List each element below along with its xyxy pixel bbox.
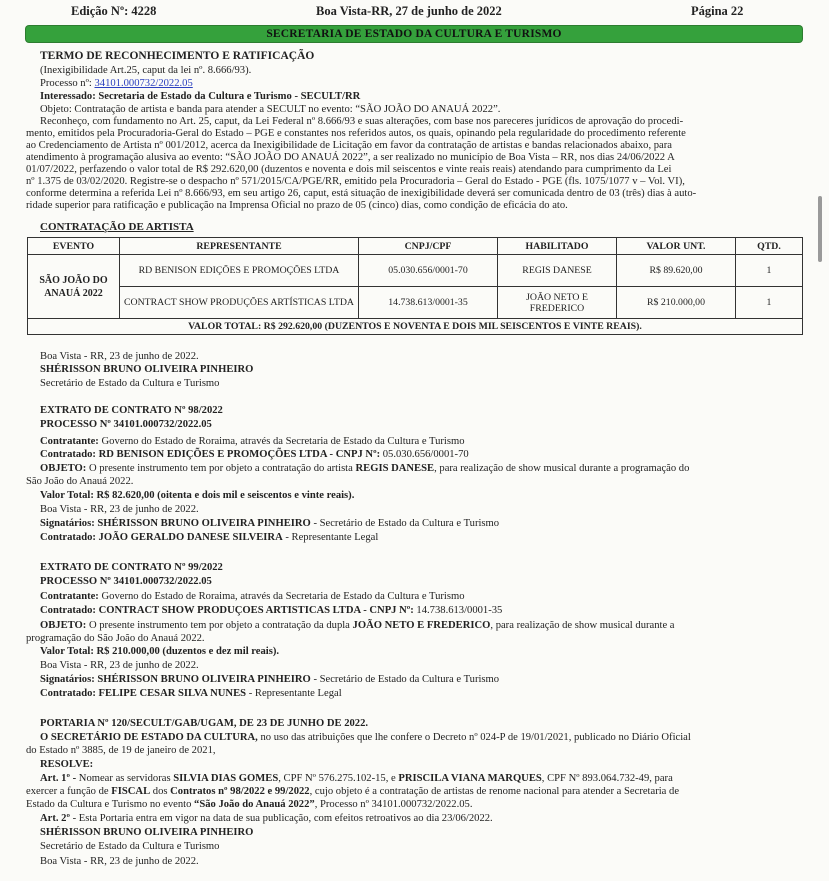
artist-table [27, 237, 803, 335]
termo-title: TERMO DE RECONHECIMENTO E RATIFICAÇÃO [40, 50, 315, 62]
extrato99-processo: PROCESSO Nº 34101.000732/2022.05 [40, 576, 212, 587]
extrato99-contratado-rep: Contratado: FELIPE CESAR SILVA NUNES - Representante Legal [40, 688, 342, 699]
extrato98-title: EXTRATO DE CONTRATO Nº 98/2022 [40, 405, 223, 416]
col-representante: REPRESENTANTE [120, 238, 359, 255]
extrato99-contratado: Contratado: CONTRACT SHOW PRODUÇOES ARTISTICAS LTDA - CNPJ Nº: 14.738.613/0001-35 [40, 605, 503, 616]
sign1-place-date: Boa Vista - RR, 23 de junho de 2022. [40, 351, 199, 362]
extrato99-objeto-cont: programação do São João do Anauá 2022. [26, 633, 205, 644]
col-habilitado: HABILITADO [498, 238, 617, 255]
col-valor: VALOR UNT. [617, 238, 736, 255]
extrato99-place-date: Boa Vista - RR, 23 de junho de 2022. [40, 660, 199, 671]
extrato98-contratado-rep: Contratado: JOÃO GERALDO DANESE SILVEIRA - Representante Legal [40, 532, 379, 543]
col-qtd: QTD. [736, 238, 803, 255]
qtd-cell: 1 [736, 287, 803, 319]
col-cnpj: CNPJ/CPF [359, 238, 498, 255]
valor-cell: R$ 210.000,00 [617, 287, 736, 319]
termo-processo [40, 78, 193, 90]
portaria-art1-l3: Estado da Cultura e Turismo no evento “São João do Anauá 2022”, Processo nº 34101.000732/2022.05. [26, 799, 473, 810]
col-evento: EVENTO [28, 238, 120, 255]
termo-legal-basis: (Inexigibilidade Art.25, caput da lei nº. 8.666/93). [40, 65, 252, 76]
contratacao-heading: CONTRATAÇÃO DE ARTISTA [40, 221, 194, 233]
extrato99-signatarios: Signatários: SHÉRISSON BRUNO OLIVEIRA PINHEIRO - Secretário de Estado da Cultura e Turismo [40, 674, 500, 685]
representante-cell: CONTRACT SHOW PRODUÇÕES ARTÍSTICAS LTDA [120, 287, 359, 319]
portaria-title: PORTARIA Nº 120/SECULT/GAB/UGAM, DE 23 DE JUNHO DE 2022. [40, 718, 369, 729]
section-title-bar: SECRETARIA DE ESTADO DA CULTURA E TURISMO [26, 26, 802, 42]
page-number: Página 22 [691, 4, 744, 18]
valor-cell: R$ 89.620,00 [617, 255, 736, 287]
sign1-role: Secretário de Estado da Cultura e Turismo [40, 378, 220, 389]
table-row [28, 255, 803, 287]
extrato98-objeto-cont: São João do Anauá 2022. [26, 476, 134, 487]
cnpj-cell: 05.030.656/0001-70 [359, 255, 498, 287]
extrato98-objeto: OBJETO: O presente instrumento tem por objeto a contratação do artista REGIS DANESE, para realização de show musical durante a programação do [40, 463, 690, 474]
extrato99-contratante: Contratante: Governo do Estado de Roraima, através da Secretaria de Estado da Cultura e Turismo [40, 591, 465, 602]
portaria-resolve: RESOLVE: [40, 759, 94, 770]
extrato99-objeto: OBJETO: O presente instrumento tem por objeto a contratação da dupla JOÃO NETO E FREDERICO, para realização de show musical durante a [40, 620, 675, 631]
valor-total: VALOR TOTAL: R$ 292.620,00 (DUZENTOS E NOVENTA E DOIS MIL SEISCENTOS E VINTE REAIS). [28, 319, 803, 335]
table-row [28, 287, 803, 319]
extrato98-contratante: Contratante: Governo do Estado de Roraima, através da Secretaria de Estado da Cultura e Turismo [40, 436, 465, 447]
termo-objeto: Objeto: Contratação de artista e banda para atender a SECULT no evento: “SÃO JOÃO DO ANAUÁ 2022”. [40, 104, 501, 115]
portaria-signer-role: Secretário de Estado da Cultura e Turismo [40, 841, 220, 852]
extrato98-valor: Valor Total: R$ 82.620,00 (oitenta e dois mil e seiscentos e vinte reais). [40, 490, 355, 501]
portaria-preamble-cont: do Estado nº 3885, de 19 de janeiro de 2021, [26, 745, 216, 756]
qtd-cell: 1 [736, 255, 803, 287]
portaria-place-date: Boa Vista - RR, 23 de junho de 2022. [40, 856, 199, 867]
document-page: Edição Nº: 4228 Boa Vista-RR, 27 de junho de 2022 Página 22 SECRETARIA DE ESTADO DA CULTURA E TURISMO TERMO DE RECONHECIMENTO E RATIFICAÇÃO (Inexigibilidade Art.25, caput da lei nº. 8.666/93). Processo nº: 34101.000732/2022.05 Interessado: Secretaria de Estado da Cultura e Turismo - SECULT/RR Objeto: Contratação de artista e banda para atender a SECULT no evento: “SÃO JOÃO DO ANAUÁ 2022”. Reconheço, com fundamento no Art. 25, caput, da Lei Federal nº 8.666/93 e suas alterações, com base nos pareceres jurídicos de aprovação do procedi- mento, emitidos pela Procuradoria-Geral do Estado – PGE e constantes nos referidos autos, os quais, opinando pela regularidade do procedimento referente ao Credenciamento de Artista nº 001/2012, acerca da Inexigibilidade de Licitação em favor da contratação de artistas e bandas relacionados abaixo, para atendimento à programação alusiva ao evento: “SÃO JOÃO DO ANAUÁ 2022”, a ser realizado no município de Boa Vista – RR, nos dias 24/06/2022 A 01/07/2022, perfazendo o valor total de R$ 292.620,00 (duzentos e noventa e dois mil seiscentos e vinte reais reais) atendando para cumprimento da Lei nº 1.375 de 03/02/2020. Registre-se o despacho nº 571/2015/CA/PGE/RR, emitido pela Procuradoria – Geral do Estado - PGE (fls. 1075/1077 v – Vol. VI), conforme determina a referida Lei nº 8.666/93, em seu artigo 26, caput, está situação de inexigibilidade deverá ser comunicada dentro de 03 (três) dias à auto- ridade superior para ratificação e publicação na Imprensa Oficial no prazo de 05 (cinco) dias, como condição de eficácia do ato. CONTRATAÇÃO DE ARTISTA EVENTO REPRESENTANTE CNPJ/CPF HABILITADO VALOR UNT. QTD. SÃO JOÃO DO ANAUÁ 2022 RD BENISON EDIÇÕES E PROMOÇÕES LTDA 05.030.656/0001-70 REGIS DANESE R$ 89.620,00 1 CONTRACT SHOW PRODUÇÕES ARTÍSTICAS LTDA 14.738.613/0001-35 JOÃO NETO E FREDERICO R$ 210.000,00 1 VALOR TOTAL: R$ 292.620,00 (DUZENTOS E NOVENTA E DOIS MIL SEISCENTOS E VINTE REAIS). Boa Vista - RR, 23 de junho de 2022. SHÉRISSON BRUNO OLIVEIRA PINHEIRO Secretário de Estado da Cultura e Turismo EXTRATO DE CONTRATO Nº 98/2022 PROCESSO Nº 34101.000732/2022.05 Contratante: Governo do Estado de Roraima, através da Secretaria de Estado da Cultura e Turismo Contratado: RD BENISON EDIÇÕES E PROMOÇÕES LTDA - CNPJ Nº: 05.030.656/0001-70 OBJETO: O presente instrumento tem por objeto a contratação do artista REGIS DANESE, para realização de show musical durante a programação do São João do Anauá 2022. Valor Total: R$ 82.620,00 (oitenta e dois mil e seiscentos e vinte reais). Boa Vista - RR, 23 de junho de 2022. Signatários: SHÉRISSON BRUNO OLIVEIRA PINHEIRO - Secretário de Estado da Cultura e Turismo Contratado: JOÃO GERALDO DANESE SILVEIRA - Representante Legal EXTRATO DE CONTRATO Nº 99/2022 PROCESSO Nº 34101.000732/2022.05 Contratante: Governo do Estado de Roraima, através da Secretaria de Estado da Cultura e Turismo Contratado: CONTRACT SHOW PRODUÇOES ARTISTICAS LTDA - CNPJ Nº: 14.738.613/0001-35 OBJETO: O presente instrumento tem por objeto a contratação da dupla JOÃO NETO E FREDERICO, para realização de show musical durante a programação do São João do Anauá 2022. Valor Total: R$ 210.000,00 (duzentos e dez mil reais). Boa Vista - RR, 23 de junho de 2022. Signatários: SHÉRISSON BRUNO OLIVEIRA PINHEIRO - Secretário de Estado da Cultura e Turismo Contratado: FELIPE CESAR SILVA NUNES - Representante Legal PORTARIA Nº 120/SECULT/GAB/UGAM, DE 23 DE JUNHO DE 2022. O SECRETÁRIO DE ESTADO DA CULTURA, no uso das atribuições que lhe confere o Decreto nº 024-P de 19/01/2021, publicado no Diário Oficial do Estado nº 3885, de 19 de janeiro de 2021, RESOLVE: Art. 1º - Nomear as servidoras SILVIA DIAS GOMES, CPF Nº 576.275.102-15, e PRISCILA VIANA MARQUES, CPF Nº 893.064.732-49, para exercer a função de FISCAL dos Contratos nº 98/2022 e 99/2022, cujo objeto é a contratação de artistas de renome nacional para atender a Secretaria de Estado da Cultura e Turismo no evento “São João do Anauá 2022”, Processo nº 34101.000732/2022.05. Art. 2º - Esta Portaria entra em vigor na data de sua publicação, com efeitos retroativos ao dia 23/06/2022. SHÉRISSON BRUNO OLIVEIRA PINHEIRO Secretário de Estado da Cultura e Turismo Boa Vista - RR, 23 de junho de 2022. [0, 0, 829, 881]
processo-label: Processo nº: [40, 78, 95, 89]
extrato98-contratado: Contratado: RD BENISON EDIÇÕES E PROMOÇÕES LTDA - CNPJ Nº: 05.030.656/0001-70 [40, 449, 469, 460]
portaria-signer-name: SHÉRISSON BRUNO OLIVEIRA PINHEIRO [40, 827, 254, 838]
header-place-date: Boa Vista-RR, 27 de junho de 2022 [316, 4, 502, 18]
representante-cell: RD BENISON EDIÇÕES E PROMOÇÕES LTDA [120, 255, 359, 287]
cnpj-cell: 14.738.613/0001-35 [359, 287, 498, 319]
edition-number: Edição Nº: 4228 [71, 4, 157, 18]
portaria-art1: Art. 1º - Nomear as servidoras SILVIA DIAS GOMES, CPF Nº 576.275.102-15, e PRISCILA VIANA MARQUES, CPF Nº 893.064.732-49, para [40, 773, 673, 784]
habilitado-cell: JOÃO NETO E FREDERICO [498, 287, 617, 319]
table-total-row [28, 319, 803, 335]
extrato99-valor: Valor Total: R$ 210.000,00 (duzentos e dez mil reais). [40, 646, 280, 657]
habilitado-cell: REGIS DANESE [498, 255, 617, 287]
extrato98-processo: PROCESSO Nº 34101.000732/2022.05 [40, 419, 212, 430]
extrato98-place-date: Boa Vista - RR, 23 de junho de 2022. [40, 504, 199, 515]
termo-interessado: Interessado: Secretaria de Estado da Cultura e Turismo - SECULT/RR [40, 91, 361, 102]
evento-cell: SÃO JOÃO DO ANAUÁ 2022 [28, 255, 120, 319]
sign1-name: SHÉRISSON BRUNO OLIVEIRA PINHEIRO [40, 364, 254, 375]
scrollbar-thumb[interactable] [818, 196, 822, 262]
processo-link[interactable]: 34101.000732/2022.05 [94, 78, 193, 89]
extrato98-signatarios: Signatários: SHÉRISSON BRUNO OLIVEIRA PINHEIRO - Secretário de Estado da Cultura e Turismo [40, 518, 500, 529]
portaria-preamble: O SECRETÁRIO DE ESTADO DA CULTURA, no uso das atribuições que lhe confere o Decreto nº 024-P de 19/01/2021, publicado no Diário Oficial [40, 732, 691, 743]
table-header-row [28, 238, 803, 255]
extrato99-title: EXTRATO DE CONTRATO Nº 99/2022 [40, 562, 223, 573]
portaria-art1-l2: exercer a função de FISCAL dos Contratos nº 98/2022 e 99/2022, cujo objeto é a contratação de artistas de renome nacional para atender a Secretaria de [26, 786, 680, 797]
portaria-art2: Art. 2º - Esta Portaria entra em vigor na data de sua publicação, com efeitos retroativos ao dia 23/06/2022. [40, 813, 493, 824]
